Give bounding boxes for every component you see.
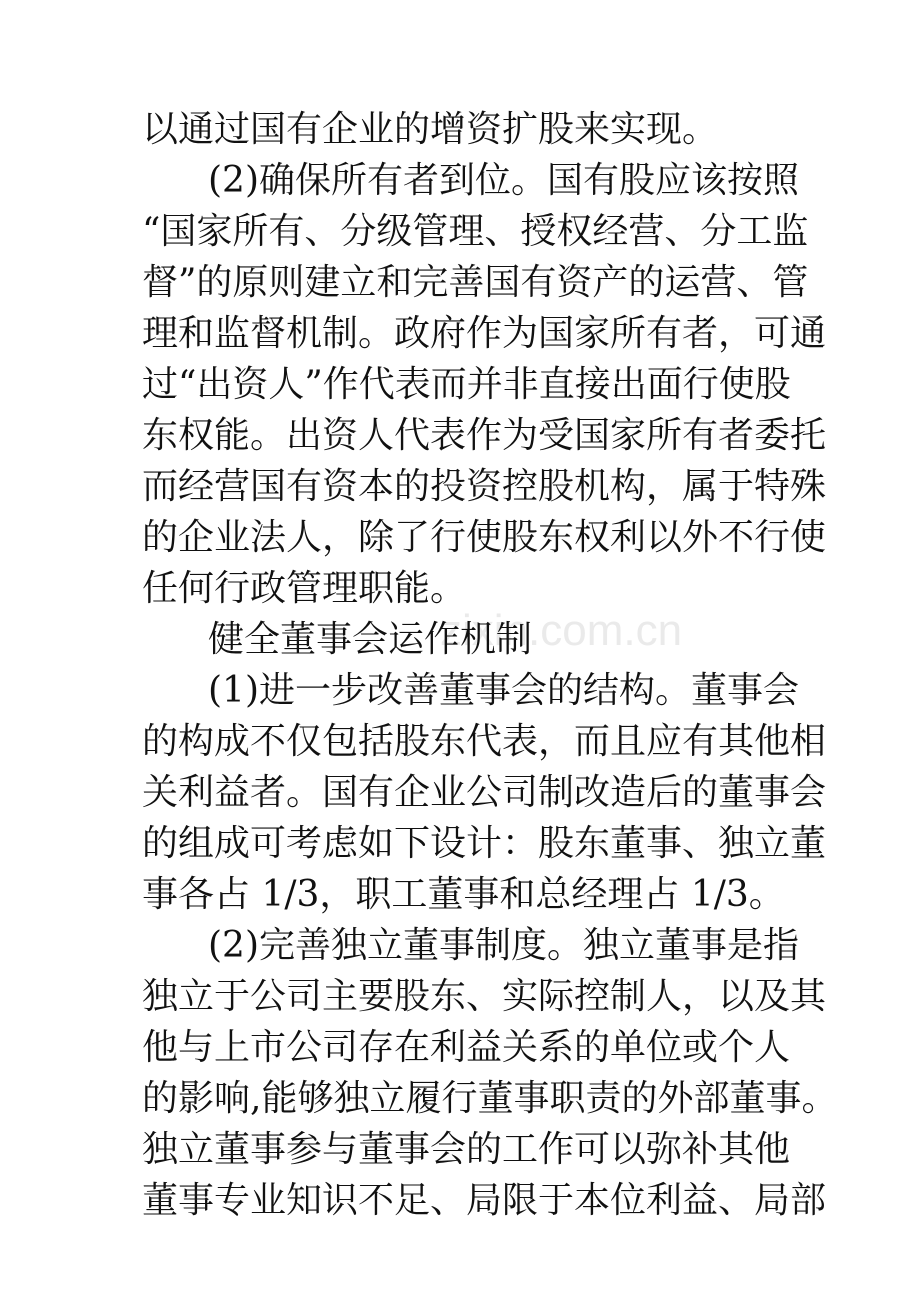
text-line: 理和监督机制。政府作为国家所有者，可通 — [142, 313, 827, 354]
text-line: 的影响,能够独立履行董事职责的外部董事。 — [142, 1078, 838, 1119]
text-line: 过“出资人”作代表而并非直接出面行使股 — [142, 364, 791, 405]
watermark-text: zixin.com.cn — [440, 606, 683, 655]
text-line: 独立于公司主要股东、实际控制人，以及其 — [142, 976, 827, 1017]
text-line: 督”的原则建立和完善国有资产的运营、管 — [142, 262, 809, 303]
text-line: 事各占 1/3，职工董事和总经理占 1/3。 — [142, 874, 785, 915]
text-line: 的组成可考虑如下设计：股东董事、独立董 — [142, 823, 827, 864]
text-line: (1)进一步改善董事会的结构。董事会 — [208, 670, 799, 711]
text-line: 的企业法人，除了行使股东权利以外不行使 — [142, 517, 827, 558]
text-line: 的构成不仅包括股东代表，而且应有其他相 — [142, 721, 827, 762]
section-heading: 健全董事会运作机制 — [208, 619, 533, 660]
text-line: 独立董事参与董事会的工作可以弥补其他 — [142, 1129, 791, 1170]
text-line: 关利益者。国有企业公司制改造后的董事会 — [142, 772, 827, 813]
text-line: 以通过国有企业的增资扩股来实现。 — [142, 109, 719, 150]
text-line: 东权能。出资人代表作为受国家所有者委托 — [142, 415, 827, 456]
text-line: (2)完善独立董事制度。独立董事是指 — [208, 925, 799, 966]
text-line: 而经营国有资本的投资控股机构，属于特殊 — [142, 466, 827, 507]
text-line: 他与上市公司存在利益关系的单位或个人 — [142, 1027, 791, 1068]
text-line: 任何行政管理职能。 — [142, 568, 467, 609]
text-line: “国家所有、分级管理、授权经营、分工监 — [142, 211, 809, 252]
text-line: (2)确保所有者到位。国有股应该按照 — [208, 160, 799, 201]
text-line: 董事专业知识不足、局限于本位利益、局部 — [142, 1180, 827, 1221]
